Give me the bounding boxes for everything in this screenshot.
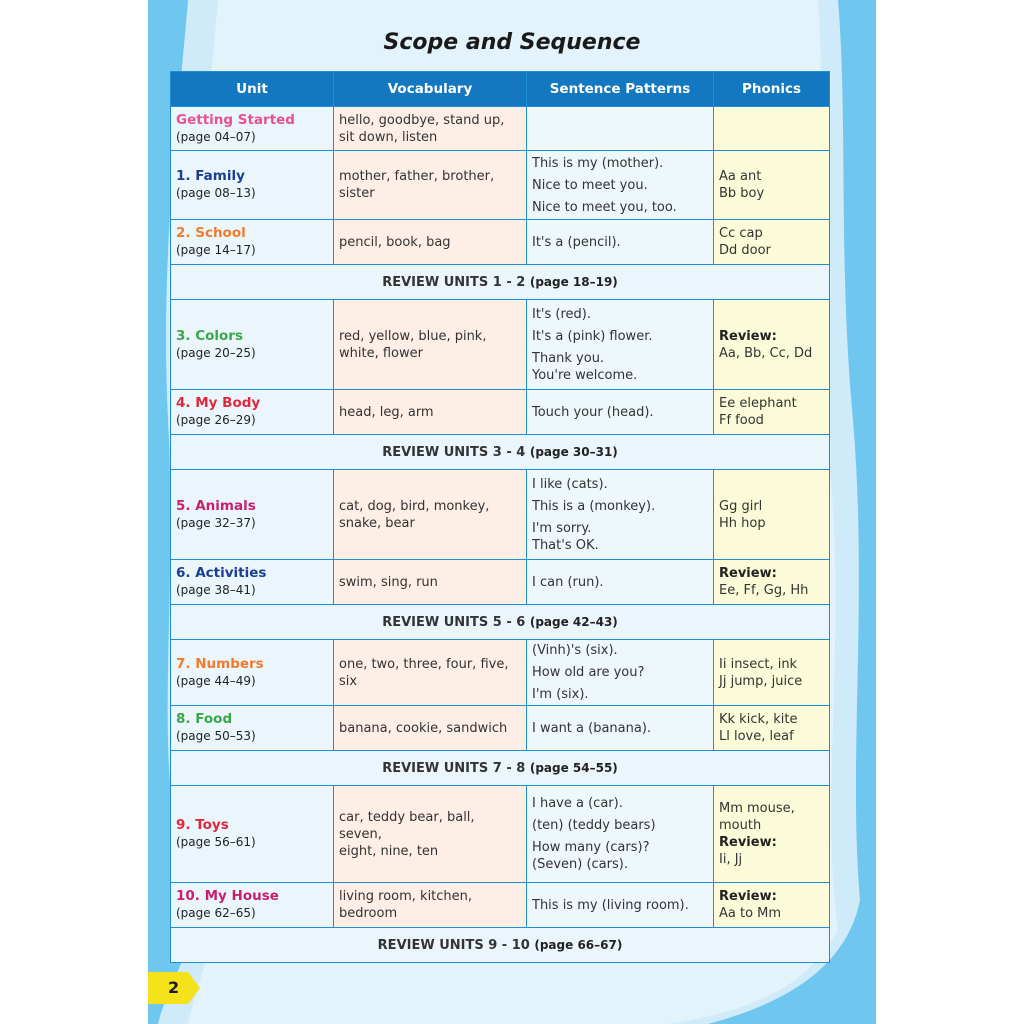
sentence-patterns-cell xyxy=(527,883,714,928)
table-row xyxy=(171,390,830,435)
review-row xyxy=(171,265,830,300)
table-row xyxy=(171,883,830,928)
unit-cell xyxy=(171,640,334,706)
text-line: bedroom xyxy=(339,906,398,921)
text-line: This is my (living room). xyxy=(532,897,689,913)
sentence-patterns-cell xyxy=(527,220,714,265)
unit-page: (page 50–53) xyxy=(176,729,256,743)
text-line: I have a (car). xyxy=(532,796,623,811)
text-line: Cc cap xyxy=(719,226,763,241)
phonics-cell xyxy=(714,300,830,390)
unit-page: (page 56–61) xyxy=(176,835,256,849)
text-line: sit down, listen xyxy=(339,129,438,145)
text-line: Kk kick, kite xyxy=(719,712,798,727)
review-page: (page 66–67) xyxy=(534,937,623,952)
text-line: Ff food xyxy=(719,413,764,428)
phonics-cell xyxy=(714,560,830,605)
unit-cell xyxy=(171,220,334,265)
vocabulary-cell xyxy=(334,560,527,605)
text-line: banana, cookie, sandwich xyxy=(339,720,508,736)
text-line: It's (red). xyxy=(532,306,591,322)
unit-page: (page 20–25) xyxy=(176,345,256,360)
phonics-cell xyxy=(714,470,830,560)
unit-name: 9. Toys xyxy=(176,817,229,833)
table-row xyxy=(171,151,830,220)
unit-name: 1. Family xyxy=(176,168,245,184)
vocabulary-cell xyxy=(334,883,527,928)
unit-page: (page 44–49) xyxy=(176,673,256,688)
review-page: (page 30–31) xyxy=(529,444,618,459)
sentence-patterns-cell xyxy=(527,786,714,883)
text-line: white, flower xyxy=(339,345,423,361)
text-line: I like (cats). xyxy=(532,476,608,492)
table-row xyxy=(171,107,830,151)
vocabulary-cell xyxy=(334,107,527,151)
phonics-cell xyxy=(714,706,830,751)
review-row xyxy=(171,751,830,786)
page-number-tab xyxy=(148,972,200,1004)
table-row xyxy=(171,300,830,390)
unit-name: Getting Started xyxy=(176,111,295,128)
text-line: I can (run). xyxy=(532,574,604,590)
unit-cell xyxy=(171,706,334,751)
phonics-review-label: Review: xyxy=(719,566,777,581)
text-line: It's a (pencil). xyxy=(532,234,621,250)
review-page: (page 54–55) xyxy=(529,760,618,775)
text-line: (ten) (teddy bears) xyxy=(532,818,656,833)
phonics-cell xyxy=(714,390,830,435)
text-line: car, teddy bear, ball, seven, xyxy=(339,809,475,842)
header-sentence-patterns: Sentence Patterns xyxy=(527,72,714,107)
unit-cell xyxy=(171,560,334,605)
unit-page: (page 32–37) xyxy=(176,515,256,530)
vocabulary-cell xyxy=(334,470,527,560)
table-row xyxy=(171,786,830,883)
vocabulary-cell xyxy=(334,151,527,220)
unit-cell xyxy=(171,786,334,883)
phonics-cell xyxy=(714,640,830,706)
unit-name: 10. My House xyxy=(176,888,279,904)
text-line: red, yellow, blue, pink, xyxy=(339,328,487,344)
review-label: REVIEW UNITS 5 - 6 xyxy=(382,614,526,630)
vocabulary-cell xyxy=(334,786,527,883)
unit-cell xyxy=(171,300,334,390)
review-cell xyxy=(171,605,830,640)
unit-name: 8. Food xyxy=(176,711,233,727)
review-row xyxy=(171,605,830,640)
unit-page: (page 08–13) xyxy=(176,186,256,200)
review-label: REVIEW UNITS 1 - 2 xyxy=(382,274,526,290)
table-row xyxy=(171,220,830,265)
text-line: This is a (monkey). xyxy=(532,498,656,514)
unit-cell xyxy=(171,151,334,220)
review-cell xyxy=(171,265,830,300)
unit-name: 5. Animals xyxy=(176,497,256,514)
vocabulary-cell xyxy=(334,640,527,706)
unit-page: (page 38–41) xyxy=(176,583,256,597)
text-line: Gg girl xyxy=(719,498,763,514)
text-line: That's OK. xyxy=(532,537,599,553)
phonics-cell xyxy=(714,883,830,928)
phonics-review-label: Review: xyxy=(719,835,777,850)
table-row xyxy=(171,560,830,605)
header-phonics: Phonics xyxy=(714,72,830,107)
sentence-patterns-cell xyxy=(527,560,714,605)
text-line: Nice to meet you, too. xyxy=(532,199,677,215)
text-line: Jj jump, juice xyxy=(719,673,803,689)
header-unit: Unit xyxy=(171,72,334,107)
text-line: hello, goodbye, stand up, xyxy=(339,112,505,128)
text-line: cat, dog, bird, monkey, xyxy=(339,498,490,514)
unit-name: 3. Colors xyxy=(176,327,243,344)
page-background xyxy=(148,0,876,1024)
unit-cell xyxy=(171,107,334,151)
text-line: I want a (banana). xyxy=(532,720,652,736)
unit-page: (page 04–07) xyxy=(176,129,256,144)
vocabulary-cell xyxy=(334,220,527,265)
sentence-patterns-cell xyxy=(527,107,714,151)
text-line: Thank you. xyxy=(532,350,605,366)
review-row xyxy=(171,928,830,963)
text-line: living room, kitchen, xyxy=(339,889,473,904)
text-line: Ee elephant xyxy=(719,396,797,411)
text-line: (Seven) (cars). xyxy=(532,857,628,872)
text-line: pencil, book, bag xyxy=(339,234,451,250)
sentence-patterns-cell xyxy=(527,300,714,390)
text-line: head, leg, arm xyxy=(339,404,434,420)
review-page: (page 18–19) xyxy=(529,274,618,289)
text-line: eight, nine, ten xyxy=(339,843,439,859)
text-line: This is my (mother). xyxy=(532,155,664,171)
phonics-cell xyxy=(714,107,830,151)
text-line: Ii insect, ink xyxy=(719,656,798,672)
vocabulary-cell xyxy=(334,300,527,390)
sentence-patterns-cell xyxy=(527,151,714,220)
text-line: I'm (six). xyxy=(532,687,589,702)
text-line: Touch your (head). xyxy=(532,404,654,420)
unit-cell xyxy=(171,883,334,928)
review-row xyxy=(171,435,830,470)
review-cell xyxy=(171,435,830,470)
table-row xyxy=(171,470,830,560)
review-cell xyxy=(171,751,830,786)
sentence-patterns-cell xyxy=(527,706,714,751)
sentence-patterns-cell xyxy=(527,470,714,560)
text-line: mouth xyxy=(719,818,762,833)
sentence-patterns-cell xyxy=(527,390,714,435)
unit-cell xyxy=(171,470,334,560)
text-line: I'm sorry. xyxy=(532,520,592,536)
scope-sequence-table xyxy=(170,71,830,963)
unit-name: 6. Activities xyxy=(176,565,267,581)
text-line: swim, sing, run xyxy=(339,574,438,590)
unit-cell xyxy=(171,390,334,435)
phonics-cell xyxy=(714,786,830,883)
unit-page: (page 14–17) xyxy=(176,243,256,257)
table-row xyxy=(171,640,830,706)
text-line: Bb boy xyxy=(719,186,765,201)
text-line: Nice to meet you. xyxy=(532,177,648,193)
text-line: snake, bear xyxy=(339,515,415,531)
text-line: Mm mouse, xyxy=(719,801,795,816)
unit-page: (page 62–65) xyxy=(176,906,256,920)
page-number: 2 xyxy=(168,978,180,997)
phonics-review-label: Review: xyxy=(719,328,777,344)
header-vocabulary: Vocabulary xyxy=(334,72,527,107)
review-label: REVIEW UNITS 3 - 4 xyxy=(382,444,526,460)
text-line: It's a (pink) flower. xyxy=(532,328,653,344)
text-line: You're welcome. xyxy=(532,367,638,383)
phonics-cell xyxy=(714,151,830,220)
review-label: REVIEW UNITS 9 - 10 xyxy=(377,937,530,953)
phonics-review-label: Review: xyxy=(719,889,777,904)
text-line: How old are you? xyxy=(532,665,645,680)
unit-page: (page 26–29) xyxy=(176,413,256,427)
vocabulary-cell xyxy=(334,390,527,435)
text-line: Hh hop xyxy=(719,515,766,531)
text-line: How many (cars)? xyxy=(532,840,650,855)
text-line: mother, father, brother, sister xyxy=(339,169,495,201)
review-cell xyxy=(171,928,830,963)
sentence-patterns-cell xyxy=(527,640,714,706)
table-row xyxy=(171,706,830,751)
text-line: Aa, Bb, Cc, Dd xyxy=(719,345,813,361)
unit-name: 4. My Body xyxy=(176,395,261,411)
table-header-row xyxy=(171,72,830,107)
text-line: Dd door xyxy=(719,243,771,258)
review-page: (page 42–43) xyxy=(529,614,618,629)
text-line: (Vinh)'s (six). xyxy=(532,643,618,658)
text-line: Aa to Mm xyxy=(719,906,782,921)
text-line: Ee, Ff, Gg, Hh xyxy=(719,583,809,598)
text-line: Ii, Jj xyxy=(719,852,743,867)
vocabulary-cell xyxy=(334,706,527,751)
page-title: Scope and Sequence xyxy=(383,30,641,55)
unit-name: 2. School xyxy=(176,225,246,241)
text-line: Ll love, leaf xyxy=(719,729,794,744)
text-line: Aa ant xyxy=(719,169,762,184)
unit-name: 7. Numbers xyxy=(176,655,264,672)
text-line: one, two, three, four, five, six xyxy=(339,656,509,689)
phonics-cell xyxy=(714,220,830,265)
review-label: REVIEW UNITS 7 - 8 xyxy=(382,760,526,776)
